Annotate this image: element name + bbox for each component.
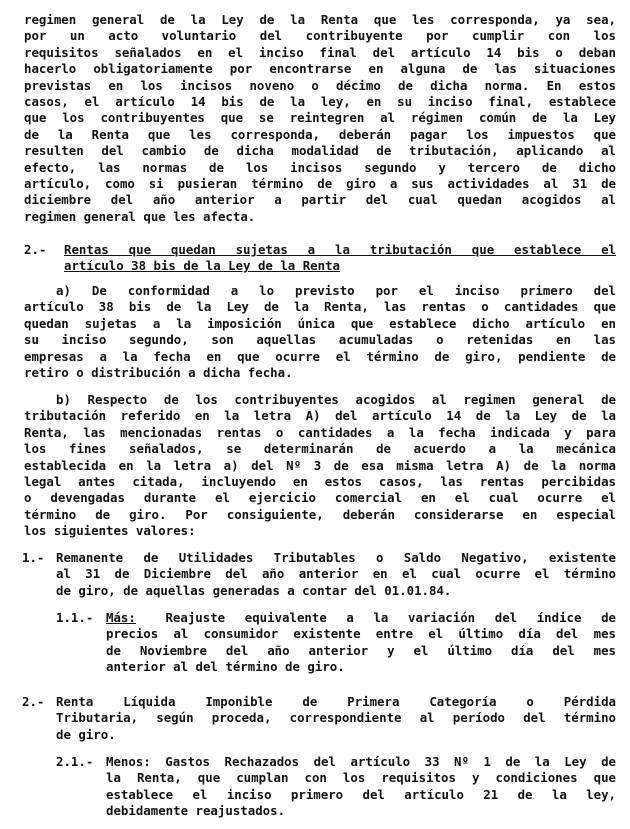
text-line: que los contribuyentes que se reintegren al régimen común de la Ley — [24, 110, 616, 126]
text-line: regimen general de la Ley de la Renta que les corresponda, ya sea, — [24, 12, 616, 27]
paragraph-a — [24, 283, 616, 381]
list-item-2 — [22, 694, 616, 743]
text-line: los siguientes valores: — [24, 523, 196, 539]
item-text — [106, 610, 616, 676]
text-line: de giro. — [56, 726, 116, 742]
text-line: resulten del cambio de dicha modalidad de tributación, aplicando al — [24, 143, 616, 159]
text-line: Renta Líquida Imponible de Primera Categoría o Pérdida — [56, 694, 616, 709]
text-line: efecto, las normas de los incisos segundo y tercero de dicho — [24, 159, 616, 175]
section-title-line: Rentas que quedan sujetas a la tributación que establece el — [64, 242, 616, 257]
text-line: regimen general que les afecta. — [24, 208, 256, 224]
text-line: establecida en la letra a) del Nº 3 de esa misma letra A) de la norma — [24, 457, 616, 473]
text-line: debidamente reajustados. — [106, 803, 286, 819]
text-line: Renta, las mencionadas rentas o cantidades a la fecha indicada y para — [24, 424, 616, 440]
text-span: Reajuste equivalente a la variación del índice de — [165, 610, 616, 625]
text-line: por un acto voluntario del contribuyente por cumplir con los — [24, 28, 616, 44]
text-line: Tributaria, según proceda, correspondiente al período del término — [56, 710, 616, 726]
item-number: 1.- — [22, 550, 45, 565]
item-label: Más: — [106, 610, 136, 625]
intro-paragraph — [24, 12, 616, 225]
section-2-heading — [24, 242, 616, 275]
text-line: artículo 38 bis de la Ley de la Renta, las rentas o cantidades que — [24, 299, 616, 315]
text-line: de la Renta que les corresponda, deberán pagar los impuestos que — [24, 126, 616, 142]
text-line: de Noviembre del año anterior y el último día del mes — [106, 642, 616, 658]
text-line — [106, 610, 616, 626]
text-line: previstas en los incisos noveno o décimo de dicha norma. En estos — [24, 77, 616, 93]
text-line: al 31 de Diciembre del año anterior en el cual ocurre el término — [56, 566, 616, 582]
item-number: 2.- — [22, 694, 45, 709]
list-item-1-1 — [56, 610, 616, 676]
item-text — [56, 694, 616, 743]
item-number: 2.1.- — [56, 754, 94, 769]
item-number: 1.1.- — [56, 610, 94, 625]
text-line: establece el inciso primero del artículo 21 de la ley, — [106, 786, 616, 802]
section-number: 2.- — [24, 242, 47, 257]
text-line: casos, el artículo 14 bis de la ley, en su inciso final, establece — [24, 94, 616, 110]
text-line: b) Respecto de los contribuyentes acogidos al regimen general de — [56, 392, 616, 407]
text-line: o devengadas durante el ejercicio comercial en el cual ocurre el — [24, 490, 616, 506]
text-line: hacerlo obligatoriamente por encontrarse en alguna de las situaciones — [24, 61, 616, 77]
text-line: a) De conformidad a lo previsto por el inciso primero del — [56, 283, 616, 298]
text-line: empresas a la fecha en que ocurre el término de giro, pendiente de — [24, 348, 616, 364]
text-line: Menos: Gastos Rechazados del artículo 33 Nº 1 de la Ley de — [106, 754, 616, 769]
section-title — [64, 242, 616, 275]
text-line: retiro o distribución a dicha fecha. — [24, 365, 293, 381]
text-line: término de giro. Por consiguiente, deberán considerarse en especial — [24, 506, 616, 522]
text-line: anterior al del término de giro. — [106, 659, 345, 675]
text-line: quedan sujetas a la imposición única que establece dicho artículo en — [24, 315, 616, 331]
text-line: artículo, como si pusieran término de giro a sus actividades al 31 de — [24, 176, 616, 192]
list-item-1 — [22, 550, 616, 599]
text-line: su inciso segundo, son aquellas acumuladas o retenidas en las — [24, 332, 616, 348]
text-line: la Renta, que cumplan con los requisitos y condiciones que — [106, 770, 616, 786]
text-line: de giro, de aquellas generadas a contar del 01.01.84. — [56, 582, 452, 598]
paragraph-b — [24, 392, 616, 540]
item-text — [56, 550, 616, 599]
text-line: precios al consumidor existente entre el último día del mes — [106, 626, 616, 642]
section-title-line: artículo 38 bis de la Ley de la Renta — [64, 258, 341, 274]
text-line: Remanente de Utilidades Tributables o Saldo Negativo, existente — [56, 550, 616, 565]
list-item-2-1 — [56, 754, 616, 820]
text-line: legal antes citada, incluyendo en estos casos, las rentas percibidas — [24, 474, 616, 490]
text-line: tributación referido en la letra A) del artículo 14 de la Ley de la — [24, 408, 616, 424]
text-line: los fines señalados, se determinarán de acuerdo a la mecánica — [24, 441, 616, 457]
item-text — [106, 754, 616, 820]
text-line: diciembre del año anterior a partir del cual quedan acogidos al — [24, 192, 616, 208]
text-line: requisitos señalados en el inciso final del artículo 14 bis o deban — [24, 44, 616, 60]
